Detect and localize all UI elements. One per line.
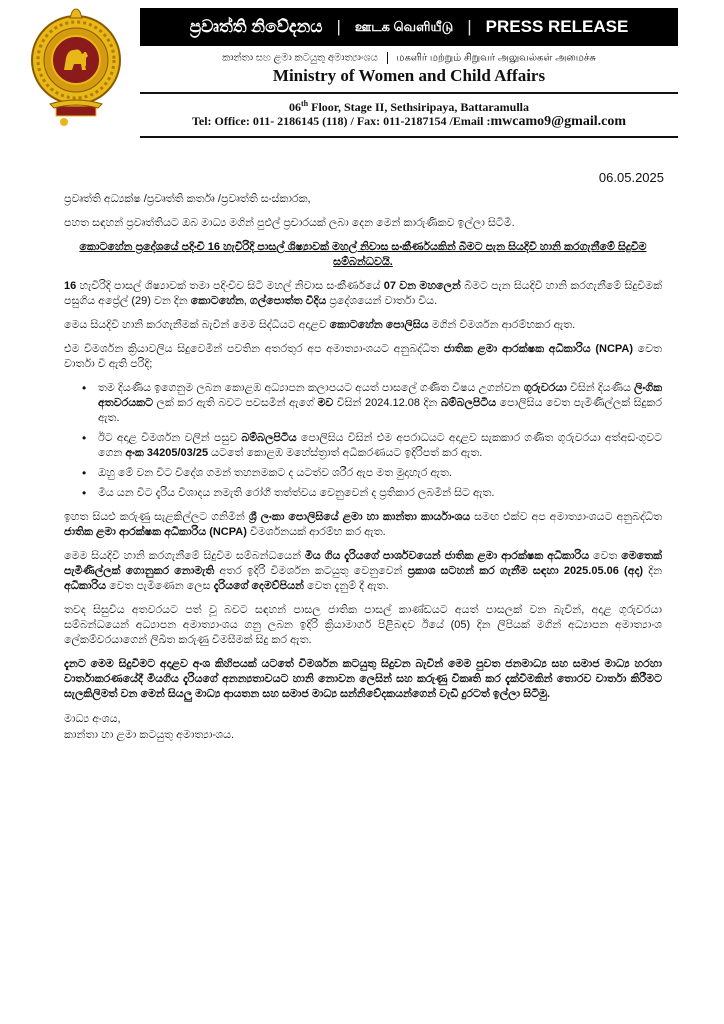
text-bold: ගුරුවරයා <box>523 382 567 394</box>
text: පොලිසිය විසින් එම අපරාධයට අදාළව සැකකාර ගණිත ගුරුවරයා අත්අඩංගුවට ගෙන <box>98 432 663 459</box>
text: , <box>243 295 250 307</box>
salutation: ප්‍රවෘත්ති අධ්‍යක්ෂ /ප්‍රවෘත්ති කර්තෘ /ප්‍රවෘත්ති සංස්කාරක, <box>64 193 311 205</box>
text: පොලිසිය වෙත පැමිණිල්ලක් සිදුකර ඇත. <box>98 397 662 424</box>
title-sinhala: ප්‍රවෘත්ති නිවේදනය <box>189 17 323 36</box>
signoff-ministry: කාන්තා හා ළමා කටයුතු අමාත්‍යාංශය. <box>64 729 235 741</box>
ministry-tamil: மகளிர் மற்றும் சிறுவர் அலுவல்கள் அமைச்சு <box>396 52 596 64</box>
paragraph-1 <box>64 279 662 309</box>
address-floor-suffix: th <box>300 99 309 108</box>
text: මෙම සියදිවි හානි කරගැනීමේ සිදුවීම සම්බන්ධයෙන් <box>64 550 305 562</box>
text: ඔහු මේ වන විට විදේශ ගමන් තහනමකට ද යටත්ව ශරීර ඇප මත මුදාහැර ඇත. <box>98 467 452 479</box>
text: ප්‍රදේශයෙන් වාර්තා විය. <box>326 295 438 307</box>
text-bold: මෙතෙක් පැමිණිල්ලක් ගොනුකර නොමැති <box>64 550 662 577</box>
text-bold: මව <box>317 397 334 409</box>
release-body <box>64 192 662 743</box>
list-item <box>98 486 662 501</box>
findings-list <box>64 381 662 501</box>
text: ඉහත සියළු කරුණු සැළකිල්ලට ගනිමින් <box>64 511 249 523</box>
text-bold: බම්බලපිටිය <box>440 397 497 409</box>
ministry-english: Ministry of Women and Child Affairs <box>272 66 546 85</box>
title-separator: | <box>467 17 472 36</box>
text: මගින් විමර්ශන ආරම්භකර ඇත. <box>428 319 576 331</box>
address-rest: Floor, Stage II, Sethsiripaya, Battaramulla <box>308 100 530 114</box>
text-bold: මිය ගිය දැරියගේ පාර්ශවයෙන් ජාතික ළමා ආරක්ෂක අධිකාරිය <box>304 550 590 562</box>
address <box>140 99 678 115</box>
text: විසින් දියණිය <box>566 382 635 394</box>
contact-numbers: Tel: Office: 011- 2186145 (118) / Fax: 011-2187154 /Email : <box>191 114 491 128</box>
divider <box>387 52 388 64</box>
text: වෙත වාර්තා වී ඇති පරිදි; <box>64 343 662 370</box>
text: ලක් කර ඇති බවට පවසමින් ඇගේ <box>153 397 318 409</box>
email-address[interactable]: mwcamo9@gmail.com <box>490 114 627 129</box>
text: විමර්ශනයක් ආරම්භ කර ඇත. <box>246 526 386 538</box>
text-bold: 07 වන මහලෙන් <box>383 280 461 292</box>
ministry-local-names <box>140 52 678 65</box>
text: සමඟ එක්ව අප අමාත්‍යාංශයට අනුබද්ධිත <box>470 511 663 523</box>
release-title: කොටහේන ප්‍රදේශයේ පදිංචි 16 හැවිරිදි පාසල් ශිෂ්‍යාවක් මහල් නිවාස සංකීර්ණයකින් බිමට පැන සියදිවි හානි කරගැනීමේ සිදුවීම සම්බන්ධවයි. <box>79 241 647 268</box>
text-bold: ජාතික ළමා ආරක්ෂක අධිකාරිය (NCPA) <box>443 343 634 355</box>
list-item <box>98 381 662 426</box>
text-bold: කොටහේන <box>190 295 244 307</box>
text: වෙත පැමිණෙන ලෙස <box>106 580 214 592</box>
paragraph-6: තවද සිසුවිය අතවරයට පත් වූ බවට සඳහන් පාසල ජාතික පාසල් කාණ්ඩයට අයත් පාසලක් වන බැවින්, අදාළ ගුරුවරයා සම්බන්ධයෙන් අධ්‍යාපන අමාත්‍යාංශය ගනු ලබන ඉදිරි ක්‍රියාමාර්ග පිළිබඳව ඊයේ (05) දින ලිපියක් මගින් අධ්‍යාපන අමාත්‍යාංශ ලේකම්වරයාගෙන් ලිඛිත කරුණු විමසීමක් සිදු කර ඇත. <box>64 604 662 646</box>
text: හැවිරිදි පාසල් ශිෂ්‍යාවක් තමා පදිංචිව සිටි මහල් නිවාස සංකීර්ණයේ <box>76 280 384 292</box>
text: යටතේ කොළඹ මහේස්ත්‍රාත් අධිකරණයට ඉදිරිපත් කර ඇත. <box>208 447 483 459</box>
paragraph-5 <box>64 549 662 594</box>
text: විසින් 2024.12.08 දින <box>333 397 441 409</box>
title-bar <box>140 8 678 46</box>
text: ඊට අදාළ විමර්ශන වලින් පසුව <box>98 432 242 444</box>
signoff <box>64 711 662 743</box>
ministry-sinhala: කාන්තා සහ ළමා කටයුතු අමාත්‍යාංශය <box>222 52 378 64</box>
text: මෙය සියදිවි හානි කරගැනීමක් බැවින් මෙම සිද්ධියට අදාළව <box>64 319 330 331</box>
paragraph-4 <box>64 510 662 540</box>
list-item <box>98 466 662 481</box>
text: තම දියණිය ඉගෙනුම ලබන කොළඹ අධ්‍යාපන කලාපයට අයත් පාසලේ ගණිත විෂය උගන්වන <box>98 382 524 394</box>
text-bold: 16 <box>64 280 77 292</box>
signoff-department: මාධ්‍ය අංශය, <box>64 713 121 725</box>
text-bold: බම්බලපිටිය <box>241 432 297 444</box>
title-english: PRESS RELEASE <box>485 17 629 36</box>
text: වෙත <box>589 550 622 562</box>
text-bold: ජාතික ළමා ආරක්ෂක අධිකාරිය (NCPA) <box>64 526 247 538</box>
address-floor: 06 <box>288 100 301 114</box>
text: වෙත දැනුම් දී ඇත. <box>303 580 389 592</box>
text: මිය යන විට දැරිය විශාදය නමැති රෝගී තත්ත්වය වෙනුවෙන් ද ප්‍රතිකාර ලබමින් සිට ඇත. <box>98 487 495 499</box>
paragraph-2 <box>64 318 662 333</box>
text: දින <box>643 565 663 577</box>
text-bold: ශ්‍රී ලංකා පොලිසියේ ළමා හා කාන්තා කාර්යාංශය <box>248 511 471 523</box>
sri-lanka-emblem-icon <box>28 8 124 136</box>
intro-paragraph: පහත සඳහන් ප්‍රවෘත්තියට ඔබ මාධ්‍ය මගින් පුළුල් ප්‍රචාරයක් ලබා දෙන මෙන් කාරුණිකව ඉල්ලා සිටිමි. <box>64 217 515 229</box>
text-bold: කොටහේන පොලිසිය <box>329 319 429 331</box>
title-separator: | <box>336 17 341 36</box>
text-bold: ලිංගික අතවරයකට <box>98 382 662 409</box>
text: එම විමර්ශන ක්‍රියාවලිය සිදුවෙමින් පවතින අතරතුර අප අමාත්‍යාංශයට අනුබද්ධිත <box>64 343 444 355</box>
contact-line <box>140 114 678 130</box>
text: බිමට පැන සියදිවි හානි කරගැනීමේ සිදුවීමක් පසුගිය අප්‍රේල් (29) වන දින <box>64 280 663 307</box>
list-item <box>98 431 662 461</box>
letterhead <box>0 0 724 150</box>
text-bold: දැනට මෙම සිදුවීමට අදාළව අංශ කිහිපයක් යටතේ විමර්ශන කටයුතු සිදුවන බැවින් මෙම පුවත ජනමාධ්‍ය සහ සමාජ මාධ්‍ය හරහා වාර්තාකරණයේදී මියගිය දැරියගේ අනන්‍යතාවයට හානි නොවන ලෙසින් සහ කරුණු විකෘති කර දැක්වීමකින් තොරව වාර්තා කිරීමට සැලකිලිමත් වන මෙන් සියලු මාධ්‍ය ආයතන සහ සමාජ මාධ්‍ය සන්නිවේදකයන්ගෙන් වැඩි දුරටත් ඉල්ලා සිටිමු. <box>64 658 662 700</box>
text: අතර ඉදිරි විමර්ශන කටයුතු වෙනුවෙන් <box>214 565 408 577</box>
divider <box>140 136 678 138</box>
text-bold: අධිකාරිය <box>64 580 107 592</box>
divider <box>140 92 678 94</box>
release-date: 06.05.2025 <box>598 170 664 185</box>
text-bold: දැරියගේ දෙමව්පියන් <box>213 580 304 592</box>
paragraph-3 <box>64 342 662 372</box>
paragraph-7 <box>64 657 662 702</box>
text-bold: ගල්පොත්ත වීදිය <box>249 295 327 307</box>
text-bold: අංක 34205/03/25 <box>125 447 209 459</box>
title-tamil: ஊடக வெளியீடு <box>354 18 454 34</box>
text-bold: ප්‍රකාශ සටහන් කර ගැනීම සඳහා 2025.05.06 (අද) <box>407 565 644 577</box>
